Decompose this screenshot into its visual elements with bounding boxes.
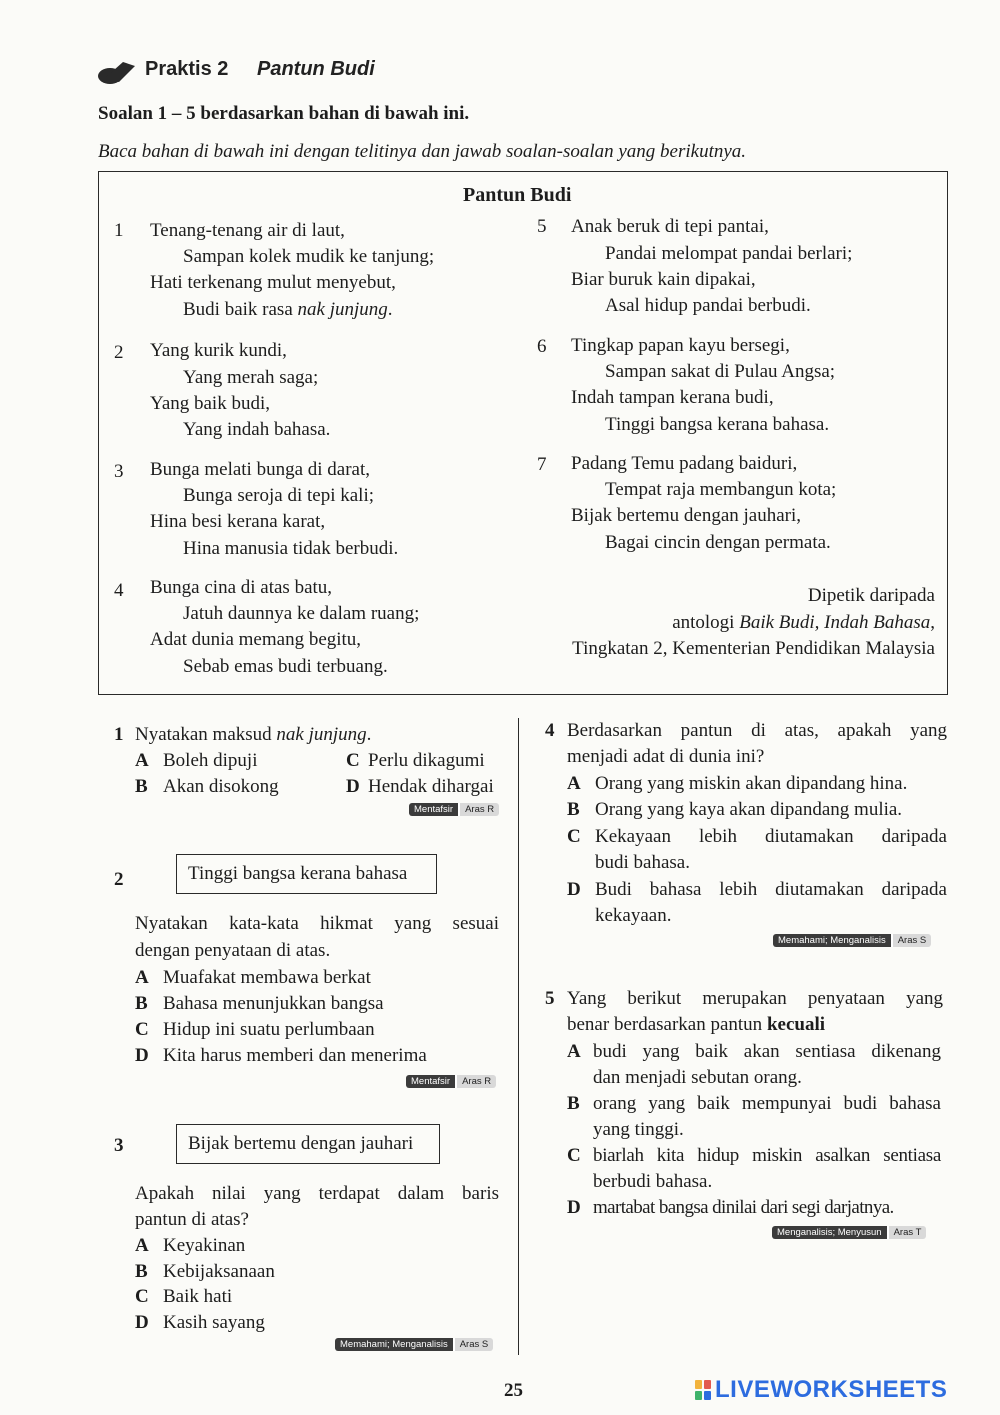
source-book-title: Baik Budi, Indah Bahasa: [739, 612, 931, 633]
stanza-number: 4: [114, 580, 124, 601]
tag-level: Aras R: [455, 1075, 496, 1088]
question-number: 5: [545, 988, 555, 1009]
option-letter: A: [135, 967, 149, 988]
option-text[interactable]: Muafakat membawa berkat: [163, 967, 371, 988]
poem-line: Tempat raja membangun kota;: [605, 479, 837, 500]
tag-level: Aras S: [891, 934, 932, 947]
stem-text: benar berdasarkan pantun: [567, 1014, 767, 1035]
liveworksheets-icon: [694, 1379, 712, 1401]
poem-line: Hina besi kerana karat,: [150, 511, 326, 532]
poem-line: Hati terkenang mulut menyebut,: [150, 272, 396, 293]
option-letter: D: [135, 1045, 149, 1066]
poem-line: [183, 299, 393, 321]
poem-line: Asal hidup pandai berbudi.: [605, 295, 811, 316]
option-text[interactable]: Perlu dikagumi: [368, 750, 485, 771]
option-text[interactable]: Budi bahasa lebih diutamakan daripada: [595, 879, 947, 900]
poem-line: Sampan kolek mudik ke tanjung;: [183, 246, 435, 267]
option-letter: C: [346, 750, 360, 771]
poem-line: Bunga melati bunga di darat,: [150, 459, 371, 480]
option-text[interactable]: Kebijaksanaan: [163, 1261, 275, 1282]
option-letter: D: [567, 879, 581, 900]
instruction-text: Baca bahan di bawah ini dengan telitinya dan jawab soalan-soalan yang berikutnya.: [98, 141, 747, 162]
question-stem-line: menjadi adat di dunia ini?: [567, 746, 765, 767]
poem-line: Sebab emas budi terbuang.: [183, 656, 388, 677]
option-text[interactable]: orang yang baik mempunyai budi bahasa: [593, 1093, 941, 1114]
option-letter: C: [135, 1286, 149, 1307]
option-letter: C: [567, 1145, 581, 1166]
poem-title: Pantun Budi: [463, 184, 572, 206]
tag-level: Aras S: [453, 1338, 494, 1351]
question-number: 1: [114, 724, 124, 745]
stanza-number: 3: [114, 461, 124, 482]
question-stem-line: dengan penyataan di atas.: [135, 940, 331, 961]
option-text-cont[interactable]: budi bahasa.: [595, 852, 690, 873]
option-text[interactable]: biarlah kita hidup miskin asalkan sentiasa: [593, 1145, 941, 1166]
poem-line: Bijak bertemu dengan jauhari,: [571, 505, 802, 526]
stem-bold: kecuali: [766, 1014, 825, 1035]
option-text[interactable]: Bahasa menunjukkan bangsa: [163, 993, 384, 1014]
source-line-2: [672, 612, 935, 634]
option-text[interactable]: Orang yang miskin akan dipandang hina.: [595, 773, 908, 794]
poem-line: Anak beruk di tepi pantai,: [571, 216, 769, 237]
skill-tag: [772, 1226, 926, 1239]
poem-line: Padang Temu padang baiduri,: [571, 453, 798, 474]
option-letter: B: [135, 1261, 148, 1282]
option-letter: A: [135, 1235, 149, 1256]
poem-line: Yang merah saga;: [183, 367, 319, 388]
option-text-cont[interactable]: kekayaan.: [595, 905, 672, 926]
liveworksheets-logo[interactable]: [694, 1376, 947, 1404]
soalan-heading: Soalan 1 – 5 berdasarkan bahan di bawah ini.: [98, 103, 470, 124]
poem-line-italic: nak junjung: [297, 299, 388, 320]
question-stem: [135, 724, 371, 746]
option-letter: A: [567, 773, 581, 794]
question-stem-line: pantun di atas?: [135, 1209, 249, 1230]
liveworksheets-wordmark: LIVEWORKSHEETS: [715, 1376, 948, 1403]
poem-line-tail: .: [387, 299, 393, 320]
skill-tag: [773, 934, 931, 947]
option-text[interactable]: Boleh dipuji: [163, 750, 258, 771]
question-stem-line: Yang berikut merupakan penyataan yang: [567, 988, 943, 1009]
option-letter: B: [135, 776, 148, 797]
poem-line: Biar buruk kain dipakai,: [571, 269, 756, 290]
stanza-number: 2: [114, 342, 124, 363]
stanza-number: 5: [537, 216, 547, 237]
option-letter: D: [135, 1312, 149, 1333]
quote-text: Bijak bertemu dengan jauhari: [188, 1133, 414, 1154]
source-prefix: antologi: [672, 612, 740, 633]
option-letter: D: [567, 1197, 581, 1218]
page-number: 25: [504, 1380, 523, 1401]
praktis-icon: [97, 56, 137, 86]
poem-line: Pandai melompat pandai berlari;: [605, 243, 853, 264]
poem-line: Yang baik budi,: [150, 393, 270, 414]
poem-line: Bagai cincin dengan permata.: [605, 532, 831, 553]
poem-line: Sampan sakat di Pulau Angsa;: [605, 361, 836, 382]
tag-level: Aras T: [887, 1226, 927, 1239]
poem-line: Hina manusia tidak berbudi.: [183, 538, 399, 559]
tag-skill: Mentafsir: [406, 1075, 455, 1088]
poem-line: Jatuh daunnya ke dalam ruang;: [183, 603, 420, 624]
option-letter: B: [567, 1093, 580, 1114]
option-text-cont[interactable]: berbudi bahasa.: [593, 1171, 713, 1192]
stanza-number: 1: [114, 220, 124, 241]
option-letter: D: [346, 776, 360, 797]
question-stem-line: [567, 1014, 825, 1036]
poem-line: Indah tampan kerana budi,: [571, 387, 774, 408]
poem-line: Bunga seroja di tepi kali;: [183, 485, 375, 506]
source-line-3: Tingkatan 2, Kementerian Pendidikan Malaysia: [572, 638, 935, 659]
poem-line: Yang indah bahasa.: [183, 419, 331, 440]
option-letter: B: [135, 993, 148, 1014]
option-text[interactable]: martabat bangsa dinilai dari segi darjatnya.: [593, 1197, 894, 1218]
poem-line: Tingkap papan kayu bersegi,: [571, 335, 790, 356]
stem-text: Nyatakan maksud: [135, 724, 277, 745]
poem-line: Bunga cina di atas batu,: [150, 577, 333, 598]
tag-skill: Memahami; Menganalisis: [773, 934, 891, 947]
question-number: 4: [545, 720, 555, 741]
option-text[interactable]: Orang yang kaya akan dipandang mulia.: [595, 799, 903, 820]
skill-tag: [335, 1338, 493, 1351]
quote-text: Tinggi bangsa kerana bahasa: [188, 863, 408, 884]
option-letter: C: [135, 1019, 149, 1040]
stem-tail: .: [366, 724, 372, 745]
skill-tag: [406, 1075, 496, 1088]
option-text[interactable]: Hidup ini suatu perlumbaan: [163, 1019, 375, 1040]
option-text[interactable]: Kekayaan lebih diutamakan daripada: [595, 826, 947, 847]
option-text[interactable]: budi yang baik akan sentiasa dikenang: [593, 1041, 941, 1062]
tag-skill: Memahami; Menganalisis: [335, 1338, 453, 1351]
option-letter: A: [567, 1041, 581, 1062]
option-text-cont[interactable]: dan menjadi sebutan orang.: [593, 1067, 802, 1088]
tag-level: Aras R: [458, 803, 499, 816]
option-letter: B: [567, 799, 580, 820]
column-divider: [518, 718, 519, 1355]
option-text-cont[interactable]: yang tinggi.: [593, 1119, 684, 1140]
option-letter: A: [135, 750, 149, 771]
option-text[interactable]: Baik hati: [163, 1286, 233, 1307]
question-stem-line: Nyatakan kata-kata hikmat yang sesuai: [135, 913, 499, 934]
question-number: 2: [114, 869, 124, 890]
option-letter: C: [567, 826, 581, 847]
praktis-title: Pantun Budi: [257, 58, 375, 80]
stanza-number: 6: [537, 336, 547, 357]
poem-line: Tenang-tenang air di laut,: [150, 220, 345, 241]
stanza-number: 7: [537, 454, 547, 475]
question-stem-line: Apakah nilai yang terdapat dalam baris: [135, 1183, 499, 1204]
option-text[interactable]: Hendak dihargai: [368, 776, 494, 797]
poem-line: Yang kurik kundi,: [150, 340, 287, 361]
source-suffix: ,: [930, 612, 935, 633]
option-text[interactable]: Kita harus memberi dan menerima: [163, 1045, 427, 1066]
option-text[interactable]: Kasih sayang: [163, 1312, 265, 1333]
poem-line: Tinggi bangsa kerana bahasa.: [605, 414, 830, 435]
option-text[interactable]: Akan disokong: [163, 776, 279, 797]
stem-italic: nak junjung: [276, 724, 367, 745]
tag-skill: Menganalisis; Menyusun: [772, 1226, 887, 1239]
question-number: 3: [114, 1135, 124, 1156]
tag-skill: Mentafsir: [409, 803, 458, 816]
poem-line-text: Budi baik rasa: [183, 299, 298, 320]
option-text[interactable]: Keyakinan: [163, 1235, 246, 1256]
praktis-label: Praktis 2: [145, 58, 229, 80]
source-line-1: Dipetik daripada: [807, 585, 935, 606]
poem-line: Adat dunia memang begitu,: [150, 629, 362, 650]
skill-tag: [409, 803, 499, 816]
question-stem-line: Berdasarkan pantun di atas, apakah yang: [567, 720, 947, 741]
